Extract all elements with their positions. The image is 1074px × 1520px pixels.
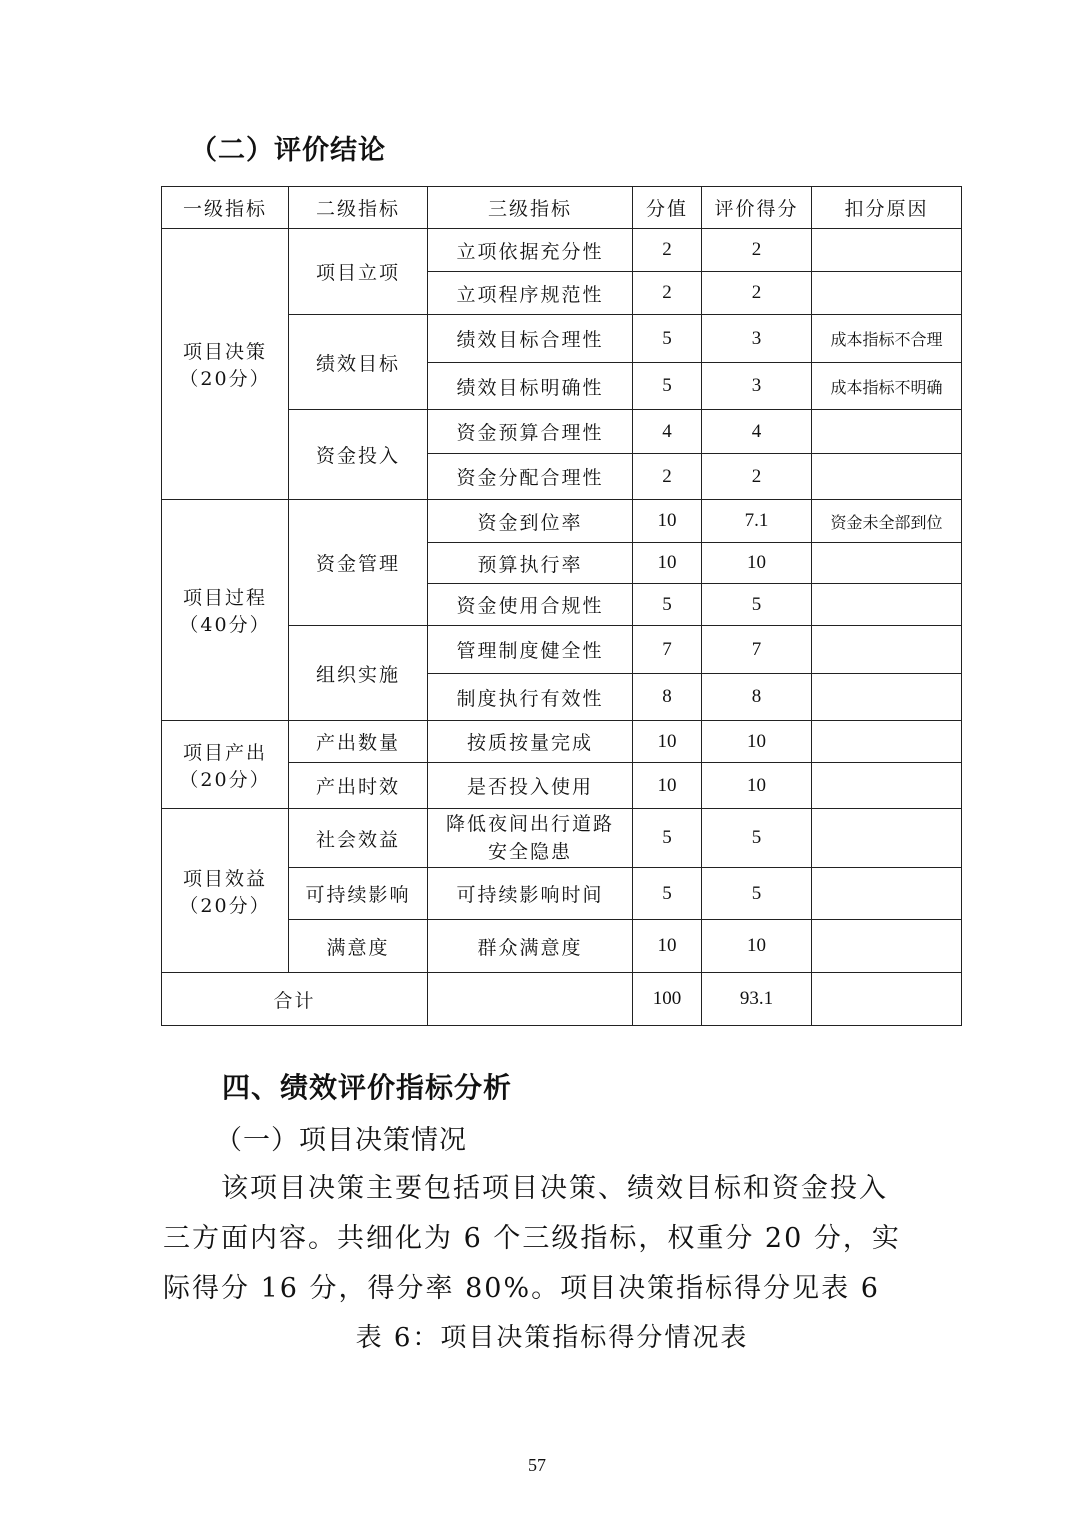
eval-cell: 10 (702, 543, 812, 584)
score-cell: 5 (633, 868, 702, 920)
eval-cell: 2 (702, 229, 812, 272)
level2-cell: 产出数量 (289, 721, 428, 763)
header-level2: 二级指标 (289, 187, 428, 229)
heading-section: （一）项目决策情况 (215, 1125, 467, 1156)
header-deduction-reason: 扣分原因 (812, 187, 962, 229)
level2-cell: 组织实施 (289, 626, 428, 721)
level3-cell: 资金到位率 (428, 500, 633, 543)
table-row (162, 500, 962, 543)
level3-cell: 管理制度健全性 (428, 626, 633, 674)
level1-cell: 项目产出 （20分） (162, 721, 289, 809)
eval-cell: 5 (702, 809, 812, 868)
reason-cell (812, 410, 962, 454)
score-cell: 10 (633, 543, 702, 584)
section-title: （二）评价结论 (190, 135, 386, 166)
level3-cell: 按质按量完成 (428, 721, 633, 763)
header-level3: 三级指标 (428, 187, 633, 229)
level3-cell: 立项程序规范性 (428, 272, 633, 315)
reason-cell: 成本指标不明确 (812, 363, 962, 410)
level3-cell: 可持续影响时间 (428, 868, 633, 920)
total-score: 100 (633, 973, 702, 1026)
eval-cell: 8 (702, 674, 812, 721)
level3-cell: 资金预算合理性 (428, 410, 633, 454)
eval-cell: 7.1 (702, 500, 812, 543)
table-header-row (162, 187, 962, 229)
table-row (162, 229, 962, 272)
header-level1: 一级指标 (162, 187, 289, 229)
reason-cell: 资金未全部到位 (812, 500, 962, 543)
reason-cell (812, 626, 962, 674)
score-cell: 10 (633, 920, 702, 973)
table-total-row (162, 973, 962, 1026)
header-eval-score: 评价得分 (702, 187, 812, 229)
level1-cell: 项目决策 （20分） (162, 229, 289, 500)
eval-cell: 5 (702, 584, 812, 626)
eval-cell: 10 (702, 920, 812, 973)
score-cell: 10 (633, 763, 702, 809)
reason-cell (812, 721, 962, 763)
level2-cell: 产出时效 (289, 763, 428, 809)
score-cell: 2 (633, 272, 702, 315)
eval-cell: 4 (702, 410, 812, 454)
page-number: 57 (528, 1455, 546, 1475)
body-paragraph: 该项目决策主要包括项目决策、绩效目标和资金投入三方面内容。共细化为 6 个三级指标，权重分 20 分，实际得分 16 分，得分率 80%。项目决策指标得分见表 6 (163, 1173, 901, 1304)
level3-cell: 绩效目标合理性 (428, 315, 633, 363)
reason-cell (812, 809, 962, 868)
reason-cell (812, 584, 962, 626)
score-cell: 5 (633, 809, 702, 868)
level3-cell: 绩效目标明确性 (428, 363, 633, 410)
total-eval-score: 93.1 (702, 973, 812, 1026)
eval-cell: 2 (702, 272, 812, 315)
reason-cell: 成本指标不合理 (812, 315, 962, 363)
level2-cell: 满意度 (289, 920, 428, 973)
eval-cell: 3 (702, 315, 812, 363)
table-row (162, 809, 962, 868)
total-reason (812, 973, 962, 1026)
score-cell: 2 (633, 454, 702, 500)
score-cell: 4 (633, 410, 702, 454)
reason-cell (812, 543, 962, 584)
score-cell: 7 (633, 626, 702, 674)
reason-cell (812, 868, 962, 920)
eval-cell: 7 (702, 626, 812, 674)
reason-cell (812, 763, 962, 809)
level2-cell: 绩效目标 (289, 315, 428, 410)
score-cell: 5 (633, 363, 702, 410)
level3-cell: 降低夜间出行道路安全隐患 (428, 809, 633, 868)
level3-cell: 资金使用合规性 (428, 584, 633, 626)
evaluation-table (161, 186, 962, 1026)
table-caption: 表 6：项目决策指标得分情况表 (355, 1323, 749, 1353)
reason-cell (812, 229, 962, 272)
header-score: 分值 (633, 187, 702, 229)
level1-cell: 项目过程 （40分） (162, 500, 289, 721)
level3-cell: 立项依据充分性 (428, 229, 633, 272)
level3-cell: 群众满意度 (428, 920, 633, 973)
level2-cell: 社会效益 (289, 809, 428, 868)
level2-cell: 项目立项 (289, 229, 428, 315)
level3-cell: 资金分配合理性 (428, 454, 633, 500)
eval-cell: 10 (702, 721, 812, 763)
level3-cell: 制度执行有效性 (428, 674, 633, 721)
reason-cell (812, 272, 962, 315)
score-cell: 5 (633, 315, 702, 363)
level2-cell: 资金管理 (289, 500, 428, 626)
level3-cell: 预算执行率 (428, 543, 633, 584)
total-level3-cell (428, 973, 633, 1026)
heading-main: 四、绩效评价指标分析 (222, 1071, 513, 1104)
table-row (162, 721, 962, 763)
score-cell: 8 (633, 674, 702, 721)
level3-cell: 是否投入使用 (428, 763, 633, 809)
level2-cell: 资金投入 (289, 410, 428, 500)
total-label: 合计 (162, 973, 428, 1026)
score-cell: 10 (633, 500, 702, 543)
reason-cell (812, 674, 962, 721)
eval-cell: 2 (702, 454, 812, 500)
score-cell: 10 (633, 721, 702, 763)
eval-cell: 5 (702, 868, 812, 920)
reason-cell (812, 920, 962, 973)
score-cell: 5 (633, 584, 702, 626)
eval-cell: 10 (702, 763, 812, 809)
score-cell: 2 (633, 229, 702, 272)
reason-cell (812, 454, 962, 500)
eval-cell: 3 (702, 363, 812, 410)
level1-cell: 项目效益 （20分） (162, 809, 289, 973)
level2-cell: 可持续影响 (289, 868, 428, 920)
